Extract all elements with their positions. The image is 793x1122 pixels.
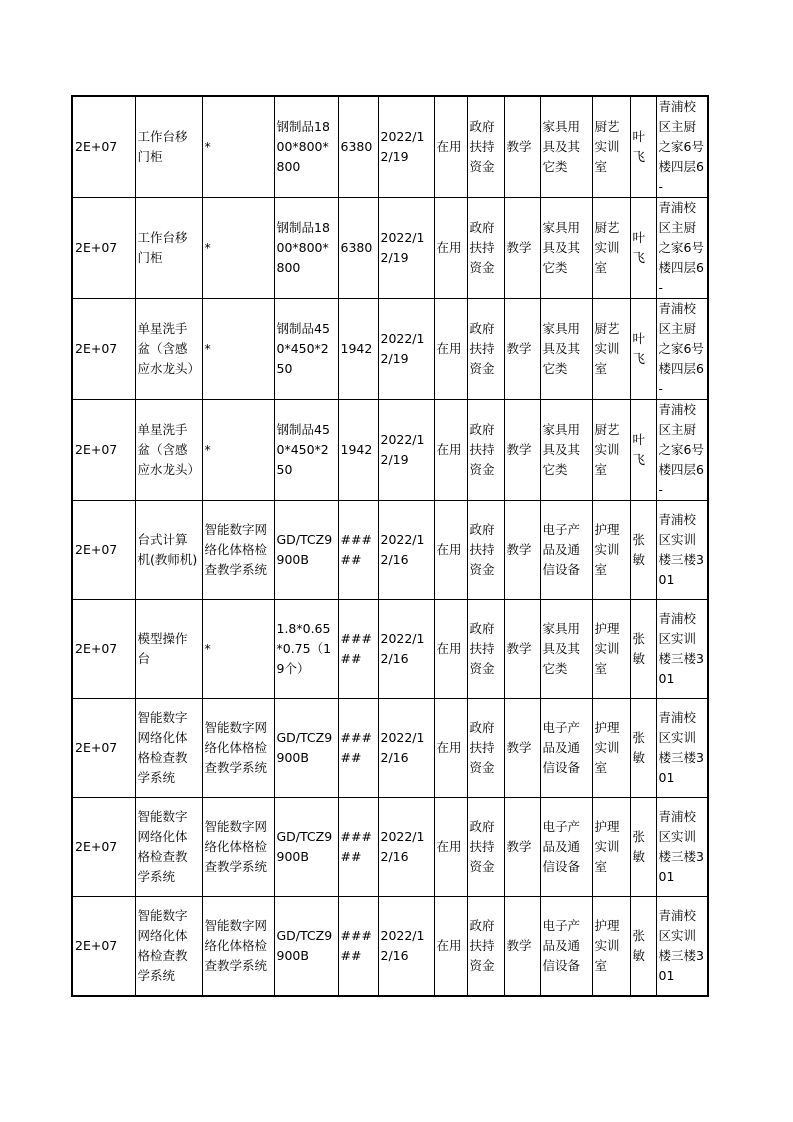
asset-code-cell: 2E+07 [72,198,135,299]
date-cell: 2022/12/19 [378,96,434,198]
keeper-cell: 张敏 [630,600,656,699]
table-row [72,798,708,897]
usage-cell: 教学 [504,897,540,997]
spec-cell: 钢制品450*450*250 [274,400,338,501]
date-cell: 2022/12/16 [378,897,434,997]
funding-source-cell: 政府扶持资金 [467,699,504,798]
location-cell: 青浦校区实训楼三楼301 [656,600,708,699]
price-cell: 6380 [338,96,378,198]
asset-code-cell: 2E+07 [72,400,135,501]
funding-source-cell: 政府扶持资金 [467,501,504,600]
date-cell: 2022/12/16 [378,798,434,897]
status-cell: 在用 [434,798,467,897]
asset-code-cell: 2E+07 [72,96,135,198]
spec-cell: GD/TCZ9900B [274,699,338,798]
asset-name-cell: 单星洗手盆（含感应水龙头） [135,400,202,501]
status-cell: 在用 [434,96,467,198]
usage-cell: 教学 [504,798,540,897]
date-cell: 2022/12/19 [378,198,434,299]
price-cell: 6380 [338,198,378,299]
department-cell: 厨艺实训室 [592,400,630,501]
brand-cell: * [202,96,274,198]
asset-name-cell: 单星洗手盆（含感应水龙头） [135,299,202,400]
asset-name-cell: 智能数字网络化体格检查教学系统 [135,699,202,798]
category-cell: 电子产品及通信设备 [540,501,592,600]
status-cell: 在用 [434,897,467,997]
usage-cell: 教学 [504,600,540,699]
category-cell: 家具用具及其它类 [540,299,592,400]
category-cell: 家具用具及其它类 [540,600,592,699]
spec-cell: 钢制品1800*800*800 [274,96,338,198]
location-cell: 青浦校区实训楼三楼301 [656,501,708,600]
category-cell: 家具用具及其它类 [540,400,592,501]
category-cell: 电子产品及通信设备 [540,798,592,897]
asset-code-cell: 2E+07 [72,798,135,897]
asset-table [71,95,709,997]
asset-name-cell: 智能数字网络化体格检查教学系统 [135,798,202,897]
spec-cell: GD/TCZ9900B [274,798,338,897]
usage-cell: 教学 [504,198,540,299]
department-cell: 护理实训室 [592,798,630,897]
department-cell: 护理实训室 [592,699,630,798]
date-cell: 2022/12/16 [378,699,434,798]
asset-code-cell: 2E+07 [72,600,135,699]
brand-cell: * [202,198,274,299]
location-cell: 青浦校区实训楼三楼301 [656,798,708,897]
keeper-cell: 张敏 [630,897,656,997]
price-cell: ##### [338,699,378,798]
location-cell: 青浦校区实训楼三楼301 [656,897,708,997]
status-cell: 在用 [434,699,467,798]
keeper-cell: 张敏 [630,798,656,897]
price-cell: 1942 [338,299,378,400]
status-cell: 在用 [434,400,467,501]
spec-cell: 1.8*0.65*0.75（19个） [274,600,338,699]
category-cell: 电子产品及通信设备 [540,699,592,798]
table-row [72,198,708,299]
asset-name-cell: 模型操作台 [135,600,202,699]
keeper-cell: 叶飞 [630,299,656,400]
brand-cell: * [202,400,274,501]
funding-source-cell: 政府扶持资金 [467,897,504,997]
brand-cell: 智能数字网络化体格检查教学系统 [202,897,274,997]
table-row [72,400,708,501]
department-cell: 护理实训室 [592,501,630,600]
spec-cell: GD/TCZ9900B [274,501,338,600]
status-cell: 在用 [434,501,467,600]
date-cell: 2022/12/19 [378,400,434,501]
status-cell: 在用 [434,198,467,299]
location-cell: 青浦校区主厨之家6号楼四层6- [656,299,708,400]
table-row [72,897,708,997]
category-cell: 电子产品及通信设备 [540,897,592,997]
department-cell: 护理实训室 [592,600,630,699]
category-cell: 家具用具及其它类 [540,198,592,299]
brand-cell: * [202,299,274,400]
keeper-cell: 张敏 [630,501,656,600]
spec-cell: GD/TCZ9900B [274,897,338,997]
department-cell: 厨艺实训室 [592,96,630,198]
funding-source-cell: 政府扶持资金 [467,600,504,699]
date-cell: 2022/12/16 [378,501,434,600]
table-row [72,96,708,198]
asset-code-cell: 2E+07 [72,299,135,400]
asset-name-cell: 智能数字网络化体格检查教学系统 [135,897,202,997]
spec-cell: 钢制品1800*800*800 [274,198,338,299]
price-cell: 1942 [338,400,378,501]
asset-name-cell: 工作台移门柜 [135,198,202,299]
asset-name-cell: 工作台移门柜 [135,96,202,198]
price-cell: ##### [338,600,378,699]
funding-source-cell: 政府扶持资金 [467,400,504,501]
table-row [72,501,708,600]
funding-source-cell: 政府扶持资金 [467,798,504,897]
date-cell: 2022/12/19 [378,299,434,400]
price-cell: ##### [338,897,378,997]
location-cell: 青浦校区主厨之家6号楼四层6- [656,96,708,198]
usage-cell: 教学 [504,96,540,198]
location-cell: 青浦校区主厨之家6号楼四层6- [656,198,708,299]
location-cell: 青浦校区主厨之家6号楼四层6- [656,400,708,501]
asset-name-cell: 台式计算机(教师机) [135,501,202,600]
asset-code-cell: 2E+07 [72,501,135,600]
location-cell: 青浦校区实训楼三楼301 [656,699,708,798]
brand-cell: 智能数字网络化体格检查教学系统 [202,501,274,600]
funding-source-cell: 政府扶持资金 [467,198,504,299]
department-cell: 护理实训室 [592,897,630,997]
usage-cell: 教学 [504,699,540,798]
status-cell: 在用 [434,600,467,699]
asset-table-body [72,96,708,996]
department-cell: 厨艺实训室 [592,198,630,299]
brand-cell: 智能数字网络化体格检查教学系统 [202,699,274,798]
department-cell: 厨艺实训室 [592,299,630,400]
asset-code-cell: 2E+07 [72,897,135,997]
keeper-cell: 叶飞 [630,400,656,501]
price-cell: ##### [338,798,378,897]
usage-cell: 教学 [504,299,540,400]
funding-source-cell: 政府扶持资金 [467,96,504,198]
category-cell: 家具用具及其它类 [540,96,592,198]
date-cell: 2022/12/16 [378,600,434,699]
table-row [72,600,708,699]
brand-cell: * [202,600,274,699]
price-cell: ##### [338,501,378,600]
brand-cell: 智能数字网络化体格检查教学系统 [202,798,274,897]
keeper-cell: 叶飞 [630,198,656,299]
usage-cell: 教学 [504,501,540,600]
spec-cell: 钢制品450*450*250 [274,299,338,400]
asset-code-cell: 2E+07 [72,699,135,798]
usage-cell: 教学 [504,400,540,501]
status-cell: 在用 [434,299,467,400]
keeper-cell: 叶飞 [630,96,656,198]
table-row [72,299,708,400]
table-row [72,699,708,798]
funding-source-cell: 政府扶持资金 [467,299,504,400]
keeper-cell: 张敏 [630,699,656,798]
